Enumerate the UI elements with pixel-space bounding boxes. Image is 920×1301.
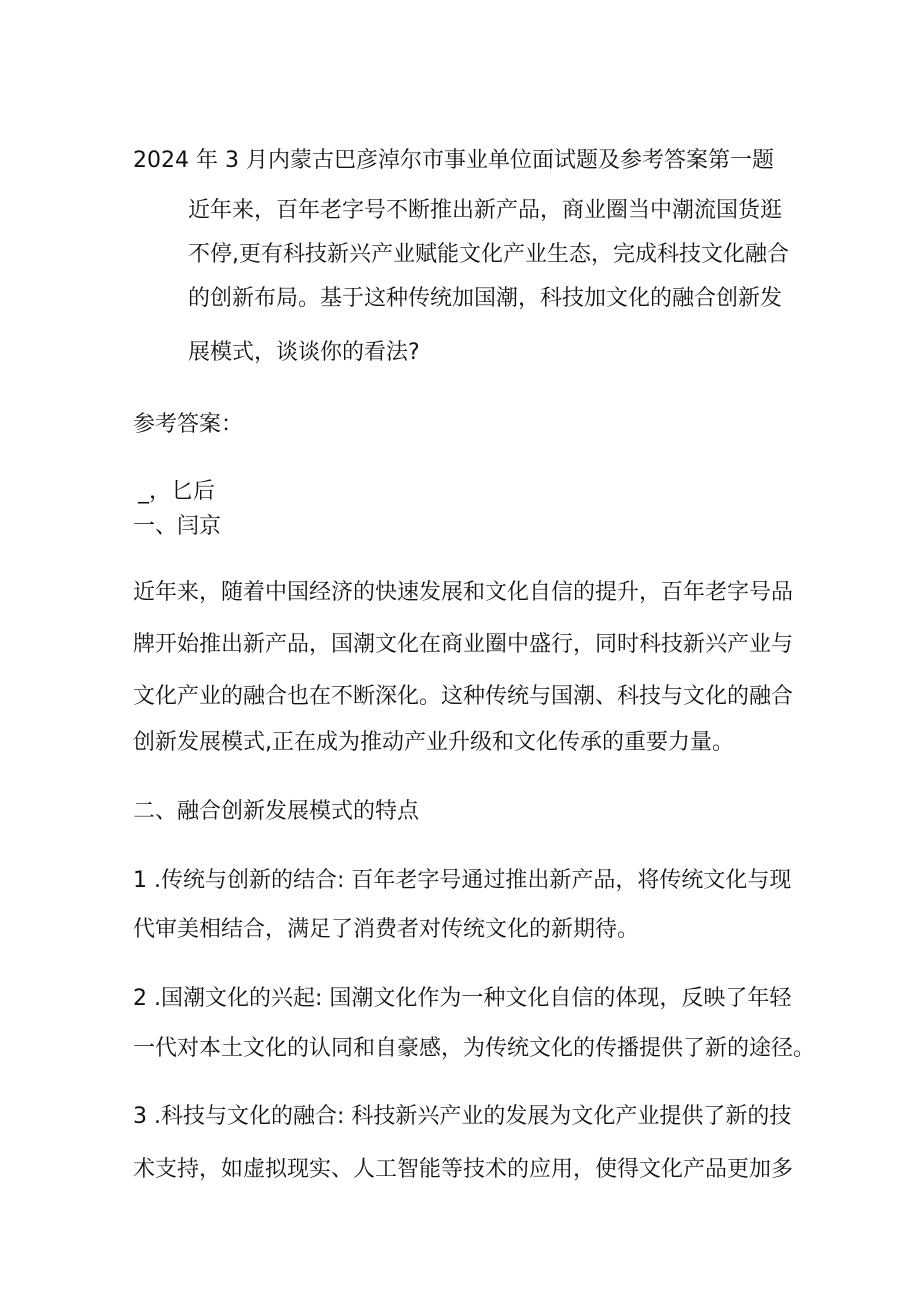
answer-label: 参考答案： bbox=[133, 412, 244, 437]
question-line: 展模式，谈谈你的看法? bbox=[188, 340, 420, 365]
paragraph-line: 近年来，随着中国经济的快速发展和文化自信的提升，百年老字号品 bbox=[133, 580, 794, 605]
paragraph-line: 牌开始推出新产品，国潮文化在商业圈中盛行，同时科技新兴产业与 bbox=[133, 632, 794, 657]
point-2-line: 2 .国潮文化的兴起: 国潮文化作为一种文化自信的体现，反映了年轻 bbox=[133, 986, 792, 1011]
point-3-line: 术支持，如虚拟现实、人工智能等技术的应用，使得文化产品更加多 bbox=[133, 1157, 794, 1182]
question-line: 不停,更有科技新兴产业赋能文化产业生态，完成科技文化融合 bbox=[188, 242, 789, 267]
question-line: 的创新布局。基于这种传统加国潮，科技加文化的融合创新发 bbox=[188, 286, 783, 311]
point-1-line: 代审美相结合，满足了消费者对传统文化的新期待。 bbox=[133, 917, 640, 942]
paragraph-line: 文化产业的融合也在不断深化。这种传统与国潮、科技与文化的融合 bbox=[133, 684, 794, 709]
section-2-heading: 二、融合创新发展模式的特点 bbox=[133, 799, 420, 824]
question-line: 近年来，百年老字号不断推出新产品，商业圈当中潮流国货逛 bbox=[188, 198, 783, 223]
paragraph-line: 创新发展模式,正在成为推动产业升级和文化传承的重要力量。 bbox=[133, 730, 734, 755]
page-title: 2024 年 3 月内蒙古巴彦淖尔市事业单位面试题及参考答案第一题 bbox=[133, 148, 774, 173]
garbled-heading: _，匕后 bbox=[138, 479, 216, 504]
section-1-heading: 一、闫京 bbox=[133, 514, 222, 539]
point-3-line: 3 .科技与文化的融合: 科技新兴产业的发展为文化产业提供了新的技 bbox=[133, 1104, 792, 1129]
point-2-line: 一代对本土文化的认同和自豪感，为传统文化的传播提供了新的途径。 bbox=[133, 1036, 816, 1061]
point-1-line: 1 .传统与创新的结合: 百年老字号通过推出新产品，将传统文化与现 bbox=[133, 868, 792, 893]
